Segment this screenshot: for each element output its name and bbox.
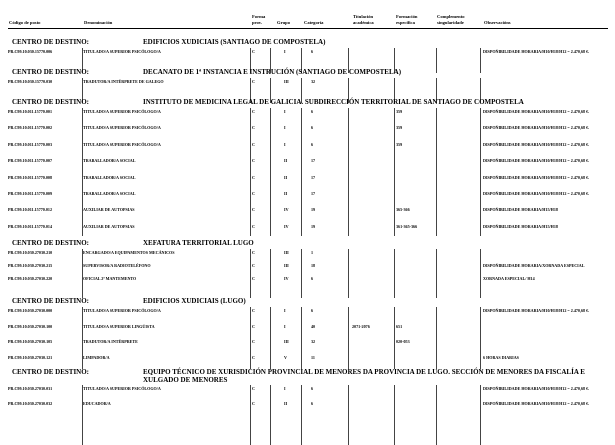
column-divider	[301, 108, 302, 236]
cell-denominacion: TITULADO/A SUPERIOR PSICÓLOGO/A	[83, 109, 161, 114]
cell-denominacion: TRABALLADOR/A SOCIAL	[83, 191, 136, 196]
cell-grupo: II	[284, 401, 288, 406]
column-divider	[394, 249, 395, 298]
column-divider	[348, 249, 349, 298]
cell-codigo: PR.C99.10.030.27030.215	[8, 263, 53, 268]
cell-formacion: 359	[396, 109, 403, 114]
cell-categoria: 19	[311, 207, 316, 213]
cell-forma: C	[252, 109, 255, 114]
cell-forma: C	[252, 174, 255, 180]
cell-categoria: 18	[311, 263, 316, 268]
cell-formacion: 651	[396, 323, 403, 329]
section-label: CENTRO DE DESTINO:	[12, 38, 90, 46]
cell-denominacion: TITULADO/A SUPERIOR PSICÓLOGO/A	[83, 125, 161, 131]
cell-observacions: DISPOÑIBILIDADE HORARIA/H10/H18/H12 = 2.470,68 €.	[483, 191, 590, 196]
column-divider	[480, 108, 481, 236]
cell-denominacion: EDUCADOR/A	[83, 401, 111, 406]
cell-observacions: DISPOÑIBILIDADE HORARIA/H10/H18/H12 = 2.470,68 €.	[483, 49, 590, 54]
cell-observacions: DISPOÑIBILIDADE HORARIA/H15/H18	[483, 223, 558, 229]
section-label: CENTRO DE DESTINO:	[12, 239, 90, 247]
cell-grupo: V	[284, 355, 287, 361]
column-divider	[394, 307, 395, 369]
column-divider	[436, 307, 437, 369]
cell-grupo: II	[284, 191, 288, 196]
cell-observacions: DISPOÑIBILIDADE HORARIA/H10/H18/H12 = 2.470,68 €.	[483, 141, 590, 147]
cell-codigo: PR.C99.10.011.15770.003	[8, 141, 53, 147]
cell-forma: C	[252, 250, 255, 255]
section-label: CENTRO DE DESTINO:	[12, 297, 90, 305]
col-forma-header-line2: prov.	[252, 20, 262, 25]
cell-observacions: DISPOÑIBILIDADE HORARIA/H10/H18/H12 = 2.470,68 €.	[483, 401, 590, 406]
cell-observacions: DISPOÑIBILIDADE HORARIA/H10/H18/H12 = 2.470,68 €.	[483, 386, 590, 391]
cell-codigo: PR.C99.10.011.15770.012	[8, 207, 53, 213]
cell-codigo: PR.C99.10.011.15770.009	[8, 191, 53, 196]
col-titulacion-header-line2: académica	[353, 20, 374, 25]
section-label: CENTRO DE DESTINO:	[12, 98, 90, 106]
cell-forma: C	[252, 386, 255, 391]
cell-forma: C	[252, 223, 255, 229]
col-complemento-header-line2: singularidade	[437, 20, 464, 25]
col-denominacion-header: Denominación	[84, 20, 113, 25]
cell-codigo: PR.C99.10.030.27030.032	[8, 401, 53, 406]
cell-denominacion: TRABALLADOR/A SOCIAL	[83, 174, 136, 180]
cell-grupo: I	[284, 308, 286, 313]
cell-denominacion: OFICIAL 2ª MANTEMENTO	[83, 276, 137, 281]
cell-denominacion: TITULADO/A SUPERIOR PSICÓLOGO/A	[83, 141, 161, 147]
cell-denominacion: TRADUTOR/A INTÉRPRETE	[83, 339, 138, 345]
col-observacions-header: Observacións	[484, 20, 511, 25]
cell-categoria: 1	[311, 250, 314, 255]
section-title: EDIFICIOS XUDICIAIS (SANTIAGO DE COMPOSTELA)	[143, 38, 326, 46]
column-divider	[348, 307, 349, 369]
cell-codigo: PR.C99.10.030.15770.030	[8, 79, 53, 84]
section-label: CENTRO DE DESTINO:	[12, 68, 90, 76]
cell-forma: C	[252, 323, 255, 329]
cell-forma: C	[252, 207, 255, 213]
section-title: DECANATO DE 1ª INSTANCIA E INSTRUCIÓN (SANTIAGO DE COMPOSTELA)	[143, 68, 402, 76]
cell-grupo: I	[284, 109, 286, 114]
column-divider	[480, 249, 481, 298]
column-divider	[301, 249, 302, 298]
cell-denominacion: AUXILIAR DE AUTOPSIAS	[83, 223, 135, 229]
cell-grupo: I	[284, 323, 286, 329]
cell-categoria: 40	[311, 323, 316, 329]
cell-codigo: PR.C99.10.011.15770.007	[8, 158, 53, 164]
column-divider	[480, 385, 481, 445]
cell-codigo: PR.C99.10.030.15770.006	[8, 49, 53, 54]
cell-denominacion: TRABALLADOR/A SOCIAL	[83, 158, 136, 164]
section-label: CENTRO DE DESTINO:	[12, 368, 90, 376]
cell-denominacion: SUPERVISOR/A RADIOTELÉFONO	[83, 263, 151, 268]
cell-forma: C	[252, 401, 255, 406]
cell-categoria: 32	[311, 79, 316, 84]
cell-observacions: DISPOÑIBILIDADE HORARIA/H10/H18/H12 = 2.470,68 €.	[483, 109, 590, 114]
column-divider	[82, 385, 83, 445]
column-divider	[436, 108, 437, 236]
section-title: INSTITUTO DE MEDICINA LEGAL DE GALICIA. SUBDIRECCIÓN TERRITORIAL DE SANTIAGO DE COMPOSTELA	[143, 98, 524, 106]
cell-grupo: I	[284, 125, 286, 131]
cell-forma: C	[252, 125, 255, 131]
cell-codigo: PR.C99.10.011.15770.002	[8, 125, 53, 131]
cell-forma: C	[252, 141, 255, 147]
col-grupo-header: Grupo	[277, 20, 291, 25]
cell-grupo: II	[284, 174, 288, 180]
cell-forma: C	[252, 49, 255, 54]
cell-observacions: DISPOÑIBILIDADE HORARIA/H10/H18/H12 = 2.470,68 €.	[483, 125, 590, 131]
column-divider	[301, 385, 302, 445]
cell-codigo: PR.C99.10.030.27030.121	[8, 355, 53, 361]
cell-forma: C	[252, 158, 255, 164]
column-divider	[436, 385, 437, 445]
cell-codigo: PR.C99.10.011.15770.008	[8, 174, 53, 180]
cell-categoria: 6	[311, 109, 314, 114]
cell-forma: C	[252, 191, 255, 196]
column-divider	[394, 385, 395, 445]
cell-observacions: DISPOÑIBILIDADE HORARIA/H10/H18/H12 = 2.470,68 €.	[483, 308, 590, 313]
cell-observacions: DISPOÑIBILIDADE HORARIA/H10/H18/H12 = 2.470,68 €.	[483, 158, 590, 164]
cell-codigo: PR.C99.10.030.27030.220	[8, 276, 53, 281]
cell-codigo: PR.C99.10.011.15770.001	[8, 109, 53, 114]
cell-denominacion: TITULADO/A SUPERIOR LINGÜISTA	[83, 323, 155, 329]
cell-categoria: 32	[311, 339, 316, 345]
col-formacion-header-line1: Formación	[396, 14, 418, 19]
column-divider	[348, 385, 349, 445]
column-divider	[301, 307, 302, 369]
cell-grupo: I	[284, 49, 286, 54]
cell-grupo: IV	[284, 207, 289, 213]
col-categoria-header: Categoría	[304, 20, 324, 25]
column-divider	[394, 108, 395, 236]
column-divider	[250, 249, 251, 298]
header-rule	[8, 28, 608, 29]
cell-observacions: DISPOÑIBILIDADE HORARIA/XORNADA ESPECIAL	[483, 263, 585, 268]
cell-categoria: 6	[311, 141, 314, 147]
cell-formacion: 365-366	[396, 207, 410, 213]
column-divider	[270, 385, 271, 445]
section-title: EDIFICIOS XUDICIAIS (LUGO)	[143, 297, 246, 305]
cell-forma: C	[252, 339, 255, 345]
cell-categoria: 11	[311, 355, 315, 361]
cell-formacion: 020-053	[396, 339, 410, 345]
cell-forma: C	[252, 308, 255, 313]
cell-forma: C	[252, 79, 255, 84]
cell-denominacion: AUXILIAR DE AUTOPSIAS	[83, 207, 135, 213]
cell-formacion: 359	[396, 125, 403, 131]
cell-categoria: 17	[311, 191, 316, 196]
cell-codigo: PR.C99.10.030.27030.000	[8, 308, 53, 313]
cell-observacions: DISPOÑIBILIDADE HORARIA/H15/H18	[483, 207, 558, 213]
col-forma-header-line1: Forma	[252, 14, 266, 19]
cell-denominacion: TITULADO/A SUPERIOR PSICÓLOGO/A	[83, 308, 161, 313]
cell-titulacion: 2071-2076	[352, 323, 370, 329]
cell-observacions: 6 HORAS DIARIAS	[483, 355, 519, 361]
section-title: XEFATURA TERRITORIAL LUGO	[143, 239, 254, 247]
cell-grupo: III	[284, 250, 289, 255]
cell-categoria: 6	[311, 401, 314, 406]
cell-forma: C	[252, 355, 255, 361]
column-divider	[348, 108, 349, 236]
cell-grupo: II	[284, 158, 288, 164]
column-divider	[250, 108, 251, 236]
cell-denominacion: TITULADO/A SUPERIOR PSICÓLOGO/A	[83, 49, 161, 54]
cell-grupo: IV	[284, 223, 289, 229]
section-title: EQUIPO TÉCNICO DE XURISDICIÓN PROVINCIAL DE MENORES DA PROVINCIA DE LUGO. SECCIÓN DE MENORES DA FISCALÍA E XULGADO DE MENORES	[143, 368, 585, 384]
cell-formacion: 359	[396, 141, 403, 147]
cell-codigo: PR.C99.10.030.27030.031	[8, 386, 53, 391]
cell-formacion: 361-365-366	[396, 223, 418, 229]
column-divider	[270, 249, 271, 298]
cell-grupo: I	[284, 386, 286, 391]
cell-categoria: 19	[311, 223, 316, 229]
cell-codigo: PR.C99.10.030.27030.100	[8, 323, 53, 329]
column-divider	[250, 307, 251, 369]
col-codigo-header: Código de posto	[9, 20, 41, 25]
cell-denominacion: TITULADO/A SUPERIOR PSICÓLOGO/A	[83, 386, 161, 391]
cell-grupo: IV	[284, 276, 289, 281]
cell-grupo: III	[284, 339, 289, 345]
cell-grupo: I	[284, 141, 286, 147]
column-divider	[436, 249, 437, 298]
cell-denominacion: ENCARGADO/A EQUIPAMENTOS MECÁNICOS	[83, 250, 175, 255]
cell-grupo: III	[284, 263, 289, 268]
cell-categoria: 6	[311, 308, 314, 313]
cell-categoria: 6	[311, 125, 314, 131]
col-titulacion-header-line1: Titulación	[353, 14, 374, 19]
cell-codigo: PR.C99.10.030.27030.105	[8, 339, 53, 345]
column-divider	[82, 249, 83, 298]
col-complemento-header-line1: Complemento	[437, 14, 465, 19]
cell-observacions: XORNADA ESPECIAL/ H14	[483, 276, 535, 281]
cell-categoria: 6	[311, 276, 314, 281]
cell-codigo: PR.C99.10.030.27030.210	[8, 250, 53, 255]
column-divider	[480, 307, 481, 369]
cell-grupo: III	[284, 79, 289, 84]
cell-denominacion: TRADUTOR/A INTÉRPRETE DE GALEGO	[83, 79, 164, 84]
cell-denominacion: LIMPADOR/A	[83, 355, 110, 361]
col-formacion-header-line2: específica	[396, 20, 415, 25]
cell-forma: C	[252, 276, 255, 281]
column-divider	[250, 385, 251, 445]
cell-categoria: 6	[311, 386, 314, 391]
cell-categoria: 6	[311, 49, 314, 54]
cell-codigo: PR.C99.10.011.15770.014	[8, 223, 53, 229]
cell-categoria: 17	[311, 158, 316, 164]
cell-forma: C	[252, 263, 255, 268]
cell-categoria: 17	[311, 174, 316, 180]
column-divider	[270, 108, 271, 236]
column-divider	[270, 307, 271, 369]
cell-observacions: DISPOÑIBILIDADE HORARIA/H10/H18/H12 = 2.470,68 €.	[483, 174, 590, 180]
